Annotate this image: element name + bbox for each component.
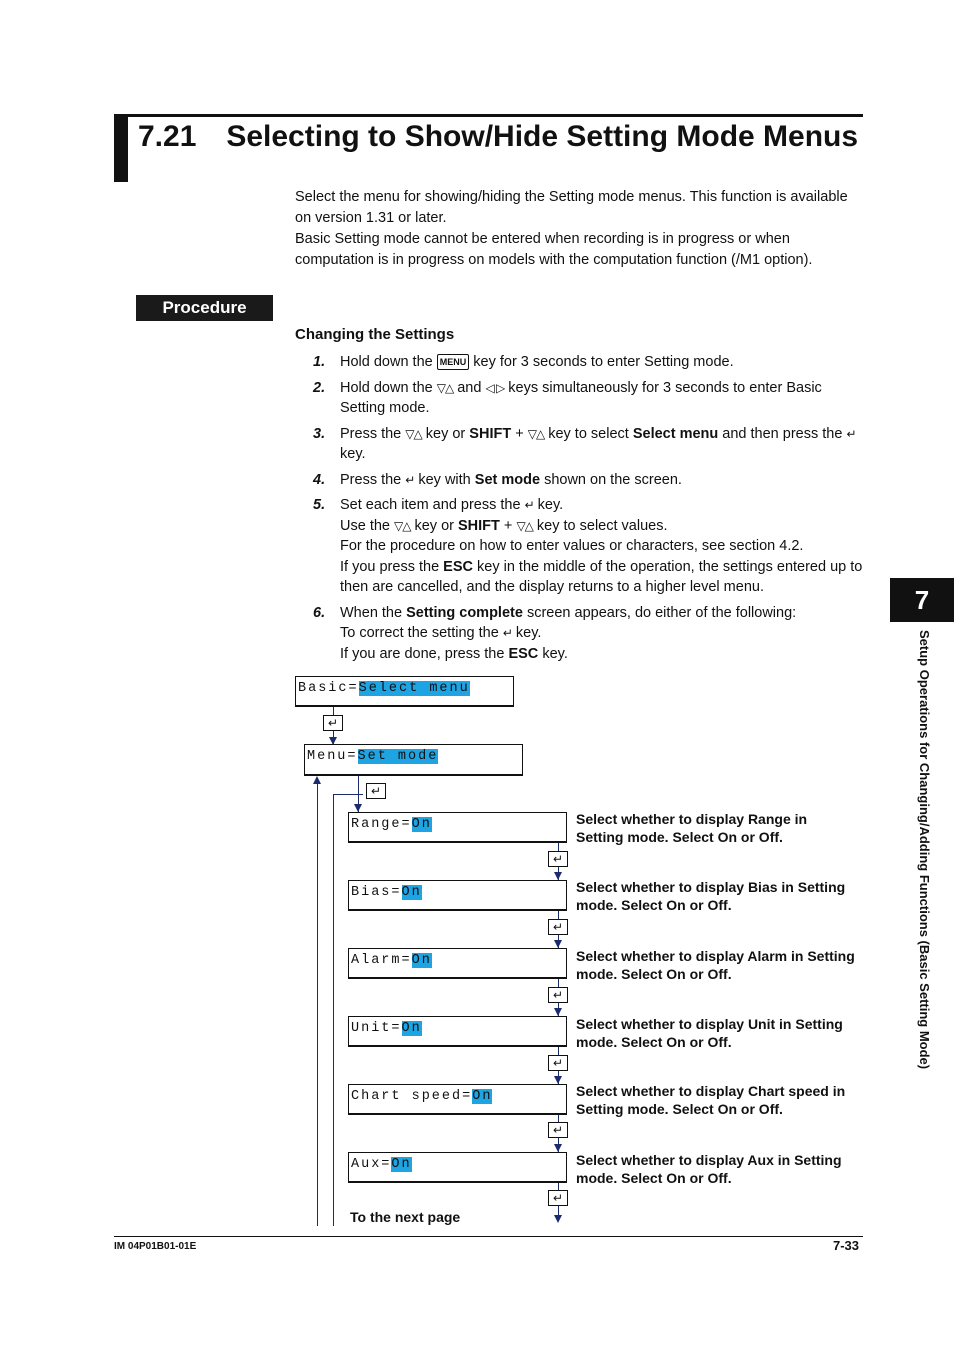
step-4: 4. Press the ↵ key with Set mode shown on the screen. [313, 471, 682, 488]
left-right-arrow-key-icon: ◁ ▷ [485, 380, 505, 395]
lcd-aux: Aux=On [348, 1152, 567, 1183]
lcd-basic-select-menu: Basic=Select menu [295, 676, 514, 707]
section-title [138, 120, 858, 154]
step-3: 3. Press the ▽△ key or SHIFT + ▽△ key to select Select menu and then press the ↵ key. [313, 425, 856, 462]
lcd-unit: Unit=On [348, 1016, 567, 1047]
enter-key-icon: ↵ [548, 1190, 568, 1206]
enter-key-icon: ↵ [323, 715, 343, 731]
intro-text [295, 187, 865, 271]
range-description: Select whether to display Range in Setting mode. Select On or Off. [576, 811, 808, 845]
up-down-arrow-key-icon: ▽△ [527, 426, 545, 441]
intro-paragraph: Select the menu for showing/hiding the Setting mode menus. This function is available on version 1.31 or later. [295, 189, 848, 226]
up-down-arrow-key-icon: ▽△ [405, 426, 422, 441]
step-6: 6. When the Setting complete screen appears, do either of the following: To correct the setting the ↵ key. If you are done, press the ESC key. [313, 604, 797, 662]
step-5: 5. Set each item and press the ↵ key. Use the ▽△ key or SHIFT + ▽△ key to select values. For the procedure on how to enter values or characters, see section 4.2. If you press the ESC key in the middle of the operation, the settings entered up to then are cancelled, and the display returns to a higher level menu. [313, 497, 863, 595]
chapter-tab: 7 [890, 578, 954, 622]
enter-key-icon: ↵ [846, 426, 856, 441]
chapter-side-title: Setup Operations for Changing/Adding Functions (Basic Setting Mode) [917, 630, 932, 1070]
aux-description: Select whether to display Aux in Setting mode. Select On or Off. [576, 1152, 842, 1186]
up-down-arrow-key-icon: ▽△ [516, 518, 533, 533]
section-number: 7.21 [138, 120, 197, 153]
unit-description: Select whether to display Unit in Setting mode. Select On or Off. [576, 1016, 843, 1050]
doc-id: IM 04P01B01-01E [114, 1241, 197, 1252]
menu-key-icon: MENU [437, 354, 470, 370]
intro-paragraph: Basic Setting mode cannot be entered when recording is in progress or when computation is in progress on models with the computation function (/M1 option). [295, 231, 813, 268]
subhead-changing-settings: Changing the Settings [295, 326, 455, 343]
enter-key-icon: ↵ [548, 987, 568, 1003]
page-number: 7-33 [833, 1238, 860, 1253]
procedure-steps [313, 352, 868, 669]
lcd-alarm: Alarm=On [348, 948, 567, 979]
next-page-label: To the next page [350, 1209, 461, 1225]
section-title-bar [114, 114, 128, 182]
enter-key-icon: ↵ [548, 1055, 568, 1071]
section-title-rule [128, 114, 863, 117]
up-down-arrow-key-icon: ▽△ [436, 380, 454, 395]
footer-rule [114, 1236, 863, 1237]
enter-key-icon: ↵ [524, 498, 534, 512]
step-2: 2. Hold down the ▽△ and ◁ ▷ keys simultaneously for 3 seconds to enter Basic Setting mode. [313, 379, 822, 416]
up-down-arrow-key-icon: ▽△ [394, 518, 411, 533]
enter-key-icon: ↵ [502, 626, 512, 640]
bias-description: Select whether to display Bias in Setting mode. Select On or Off. [576, 879, 846, 913]
enter-key-icon: ↵ [548, 851, 568, 867]
enter-key-icon: ↵ [548, 1122, 568, 1138]
lcd-menu-set-mode: Menu=Set mode [304, 744, 523, 776]
lcd-chart-speed: Chart speed=On [348, 1084, 567, 1115]
return-loop-line [317, 778, 318, 1226]
enter-key-icon: ↵ [366, 783, 386, 799]
section-title-text: Selecting to Show/Hide Setting Mode Menus [226, 120, 859, 153]
procedure-label: Procedure [136, 295, 273, 321]
enter-key-icon: ↵ [405, 472, 415, 487]
step-1: 1. Hold down the MENU key for 3 seconds to enter Setting mode. [313, 354, 734, 370]
lcd-range: Range=On [348, 812, 567, 843]
alarm-description: Select whether to display Alarm in Setting mode. Select On or Off. [576, 948, 855, 982]
lcd-bias: Bias=On [348, 880, 567, 911]
chart-speed-description: Select whether to display Chart speed in Setting mode. Select On or Off. [576, 1083, 846, 1117]
enter-key-icon: ↵ [548, 919, 568, 935]
